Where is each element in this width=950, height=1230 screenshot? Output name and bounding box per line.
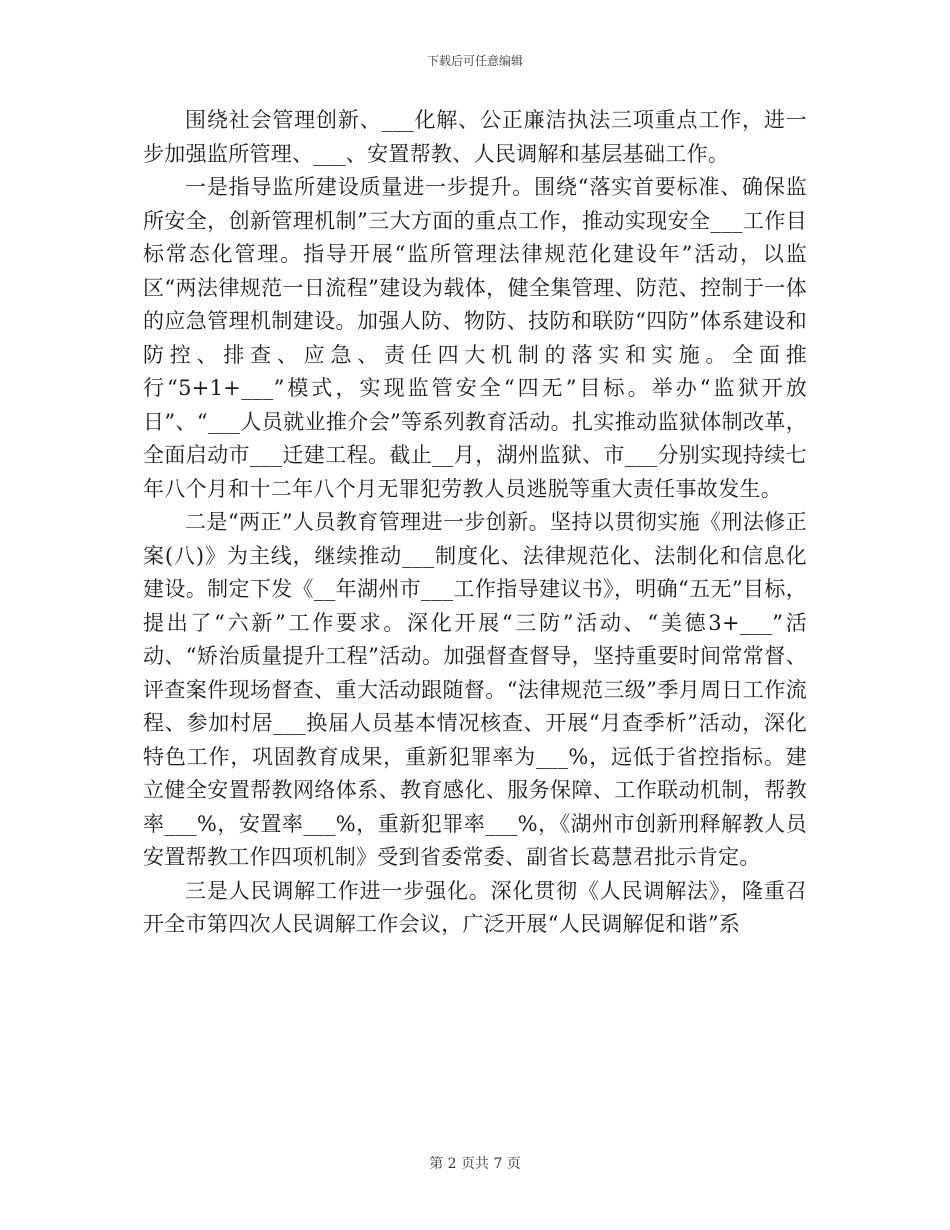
paragraph-education-management: 二是“两正”人员教育管理进一步创新。坚持以贯彻实施《刑法修正案(八)》为主线，继续推动___制度化、法律规范化、法制化和信息化建设。制定下发《__年湖州市___工作指导建议书》，明确“五无”目标，提出了“六新”工作要求。深化开展“三防”活动、“美德3+___”活动、“矫治质量提升工程”活动。加强督查督导，坚持重要时间常常督、评查案件现场督查、重大活动跟随督。“法律规范三级”季月周日工作流程、参加村居___换届人员基本情况核查、开展“月查季析”活动，深化特色工作，巩固教育成果，重新犯罪率为___%，远低于省控指标。建立健全安置帮教网络体系、教育感化、服务保障、工作联动机制，帮教率___%，安置率___%，重新犯罪率___%，《湖州市创新刑释解教人员安置帮教工作四项机制》受到省委常委、副省长葛慧君批示肯定。 — [143, 510, 807, 869]
paragraph-prison-construction: 一是指导监所建设质量进一步提升。围绕“落实首要标准、确保监所安全，创新管理机制”三大方面的重点工作，推动实现安全___工作目标常态化管理。指导开展“监所管理法律规范化建设年”活动，以监区“两法律规范一日流程”建设为载体，健全集管理、防范、控制于一体的应急管理机制建设。加强人防、物防、技防和联防“四防”体系建设和防控、排查、应急、责任四大机制的落实和实施。全面推行“5+1+___”模式，实现监管安全“四无”目标。举办“监狱开放日”、“___人员就业推介会”等系列教育活动。扎实推动监狱体制改革，全面启动市___迁建工程。截止__月，湖州监狱、市___分别实现持续七年八个月和十二年八个月无罪犯劳教人员逃脱等重大责任事故发生。 — [143, 175, 807, 501]
paragraph-mediation: 三是人民调解工作进一步强化。深化贯彻《人民调解法》，隆重召开全市第四次人民调解工作会议，广泛开展“人民调解促和谐”系 — [143, 878, 807, 936]
paragraph-intro: 围绕社会管理创新、___化解、公正廉洁执法三项重点工作，进一步加强监所管理、___、安置帮教、人民调解和基层基础工作。 — [143, 108, 807, 166]
page-header: 下载后可任意编辑 — [426, 54, 523, 68]
page-number: 第 2 页共 7 页 — [429, 1156, 521, 1172]
document-body — [143, 104, 807, 942]
